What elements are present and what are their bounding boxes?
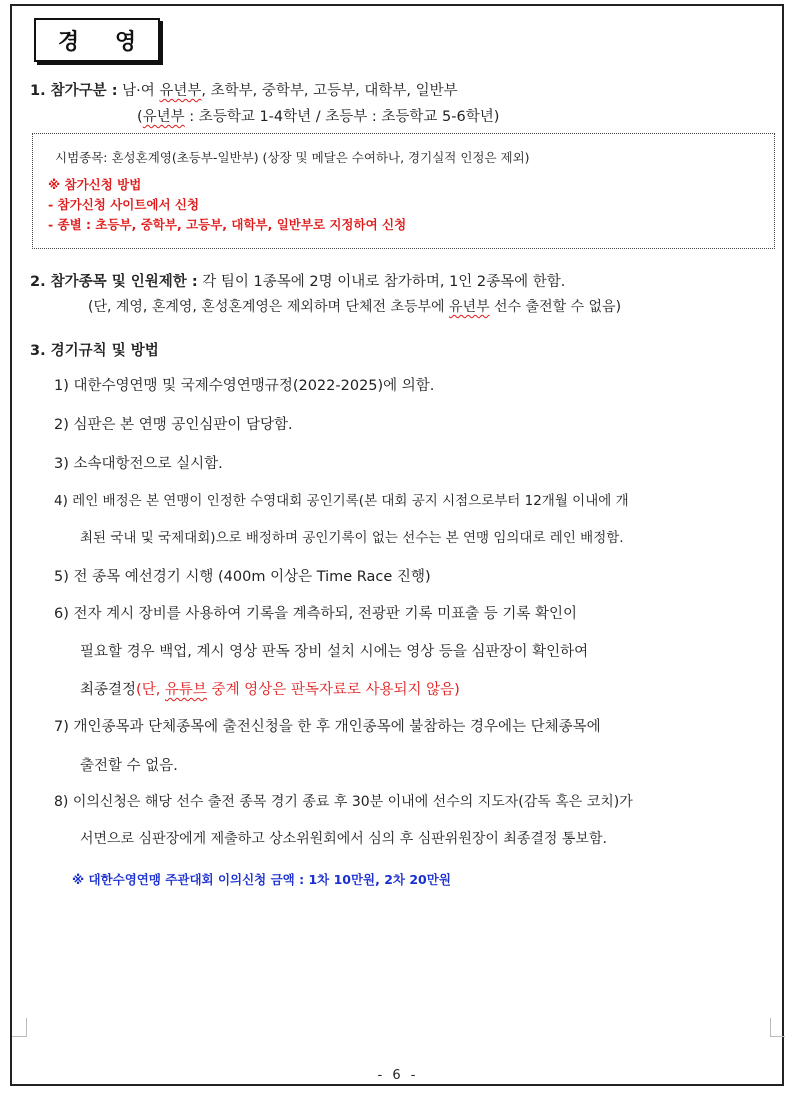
rule-num: 1) — [54, 378, 69, 394]
section2-sub-underlined: 유년부 — [449, 299, 490, 315]
rule-item — [54, 565, 431, 586]
rule-item — [54, 452, 223, 473]
rule-num: 2) — [54, 417, 69, 433]
rule-num: 7) — [54, 719, 69, 735]
rule-item — [54, 374, 434, 395]
section2-text: 각 팀이 1종목에 2명 이내로 참가하며, 1인 2종목에 한함. — [197, 274, 566, 290]
section2-line — [30, 270, 565, 291]
rule-num: 5) — [54, 569, 69, 585]
notice-demo: 시범종목: 혼성혼계영(초등부-일반부) (상장 및 메달은 수여하나, 경기실적 인정은 제외) — [55, 150, 530, 165]
rule-text: 개인종목과 단체종목에 출전신청을 한 후 개인종목에 불참하는 경우에는 단체종목에 — [73, 719, 601, 735]
rule-note-b: 중계 영상은 판독자료로 사용되지 않음) — [206, 682, 460, 698]
rule-final-decision: 최종결정 — [80, 682, 137, 698]
rule-text: 전 종목 예선경기 시행 (400m 이상은 Time Race 진행) — [73, 569, 431, 585]
crop-mark — [12, 1018, 27, 1037]
rule-note-a: (단, — [136, 682, 165, 698]
section1-text-before: 남·여 — [117, 83, 160, 99]
rule-item — [54, 413, 293, 434]
rule-item — [54, 489, 629, 509]
section3-label: 3. 경기규칙 및 방법 — [30, 343, 159, 359]
section1-label: 1. 참가구분 : — [30, 83, 118, 99]
rule-text: 심판은 본 연맹 공인심판이 담당함. — [73, 417, 293, 433]
rule-num: 8) — [54, 794, 69, 810]
rule-text: 이의신청은 해당 선수 출전 종목 경기 종료 후 30분 이내에 선수의 지도자(감독 혹은 코치)가 — [72, 794, 633, 810]
rule-continuation: 서면으로 심판장에게 제출하고 상소위원회에서 심의 후 심판위원장이 최종결정 통보함. — [80, 831, 607, 847]
page-number: - 6 - — [377, 1068, 419, 1083]
section1-line — [30, 79, 458, 100]
section1-text-after: , 초학부, 중학부, 고등부, 대학부, 일반부 — [201, 83, 458, 99]
section1-sub — [137, 105, 499, 126]
section2-sub — [88, 296, 621, 316]
notice-line1: - 참가신청 사이트에서 신청 — [48, 197, 200, 212]
section2-sub-after: 선수 출전할 수 없음) — [489, 299, 622, 315]
rule-continuation: 최된 국내 및 국제대회)으로 배정하며 공인기록이 없는 선수는 본 연맹 임의대로 레인 배정함. — [80, 530, 624, 546]
rule-text: 전자 계시 장비를 사용하여 기록을 계측하되, 전광판 기록 미표출 등 기록 확인이 — [73, 606, 578, 622]
rule-continuation: 필요할 경우 백업, 계시 영상 판독 장비 설치 시에는 영상 등을 심판장이 확인하여 — [80, 644, 589, 660]
rule-text: 대한수영연맹 및 국제수영연맹규정(2022-2025)에 의함. — [73, 378, 435, 394]
fee-note: ※ 대한수영연맹 주관대회 이의신청 금액 : 1차 10만원, 2차 20만원 — [72, 872, 451, 887]
rule-continuation — [80, 678, 460, 699]
notice-line2: - 종별 : 초등부, 중학부, 고등부, 대학부, 일반부로 지정하여 신청 — [48, 217, 407, 232]
rule-num: 4) — [54, 493, 68, 509]
rule-item — [54, 791, 633, 811]
crop-mark — [770, 1018, 785, 1037]
section-title: 경 영 — [34, 18, 160, 62]
section1-underlined: 유년부 — [159, 83, 202, 99]
rule-num: 6) — [54, 606, 69, 622]
rule-continuation: 출전할 수 없음. — [80, 758, 178, 774]
rule-item — [54, 602, 577, 623]
section1-sub-rest: : 초등학교 1-4학년 / 초등부 : 초등학교 5-6학년) — [184, 109, 500, 125]
section1-sub-underlined: 유년부 — [142, 109, 185, 125]
section2-label: 2. 참가종목 및 인원제한 : — [30, 274, 198, 290]
rule-item — [54, 715, 601, 736]
notice-heading: ※ 참가신청 방법 — [48, 177, 142, 192]
section2-sub-before: (단, 계영, 혼계영, 혼성혼계영은 제외하며 단체전 초등부에 — [88, 299, 450, 315]
rule-text: 소속대항전으로 실시함. — [73, 456, 223, 472]
rule-text: 레인 배정은 본 연맹이 인정한 수영대회 공인기록(본 대회 공지 시점으로부터 12개월 이내에 개 — [72, 493, 629, 509]
section1-sub-open: ( — [137, 109, 143, 125]
rule-note-underlined: 유튜브 — [164, 682, 207, 698]
rule-num: 3) — [54, 456, 69, 472]
